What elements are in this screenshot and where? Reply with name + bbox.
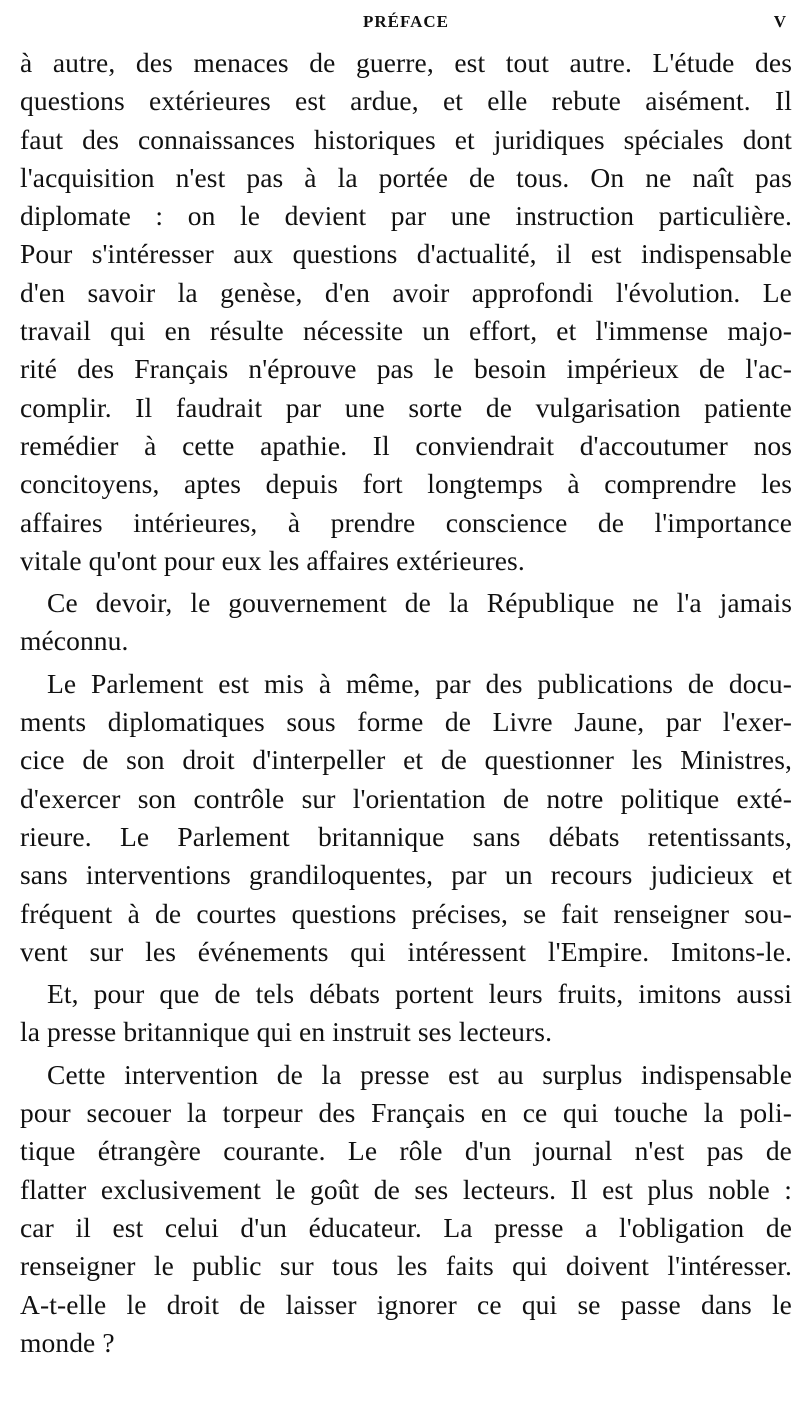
text-line: complir. Il faudrait par une sorte de vulgarisation patiente <box>20 391 792 423</box>
text-line: à autre, des menaces de guerre, est tout autre. L'étude des <box>20 47 792 78</box>
text-line: sans interventions grandiloquentes, par un recours judicieux et <box>20 859 792 891</box>
text-line: questions extérieures est ardue, et elle rebute aisément. Il <box>20 85 792 117</box>
text-line: remédier à cette apathie. Il conviendrait d'accoutumer nos <box>20 429 792 461</box>
text-line: affaires intérieures, à prendre conscience de l'importance <box>20 506 792 538</box>
text-line: la presse britannique qui en instruit ses lecteurs. <box>20 1016 553 1048</box>
text-line: fréquent à de courtes questions précises, se fait renseigner sou- <box>20 897 792 929</box>
text-line: monde ? <box>20 1326 115 1358</box>
text-line: concitoyens, aptes depuis fort longtemps à comprendre les <box>20 468 792 500</box>
text-line: pour secouer la torpeur des Français en ce qui touche la poli- <box>20 1097 792 1129</box>
running-head <box>20 8 792 38</box>
text-line: méconnu. <box>20 625 129 657</box>
text-line: A-t-elle le droit de laisser ignorer ce qui se passe dans le <box>20 1288 792 1320</box>
text-line: faut des connaissances historiques et juridiques spéciales dont <box>20 123 792 155</box>
text-line: l'acquisition n'est pas à la portée de tous. On ne naît pas <box>20 161 792 193</box>
text-line: renseigner le public sur tous les faits qui doivent l'intéresser. <box>20 1250 792 1282</box>
text-line: Pour s'intéresser aux questions d'actualité, il est indispensable <box>20 238 792 270</box>
text-line: Ce devoir, le gouvernement de la République ne l'a jamais <box>47 587 792 619</box>
text-line: Et, pour que de tels débats portent leurs fruits, imitons aussi <box>47 978 792 1010</box>
text-line: cice de son droit d'interpeller et de questionner les Ministres, <box>20 744 792 776</box>
text-line: Cette intervention de la presse est au surplus indispensable <box>47 1058 792 1090</box>
text-line: d'exercer son contrôle sur l'orientation de notre politique exté- <box>20 782 792 814</box>
text-line: ments diplomatiques sous forme de Livre Jaune, par l'exer- <box>20 706 792 738</box>
text-line: rité des Français n'éprouve pas le besoin impérieux de l'ac- <box>20 353 792 385</box>
text-line: Le Parlement est mis à même, par des publications de docu- <box>47 667 792 699</box>
page-number: V <box>773 12 786 31</box>
text-line: flatter exclusivement le goût de ses lecteurs. Il est plus noble : <box>20 1173 792 1205</box>
running-title: PRÉFACE <box>362 12 449 31</box>
text-line: vent sur les événements qui intéressent l'Empire. Imitons-le. <box>20 935 792 967</box>
text-line: car il est celui d'un éducateur. La presse a l'obligation de <box>20 1211 792 1243</box>
text-line: vitale qu'ont pour eux les affaires extérieures. <box>20 544 525 576</box>
text-line: diplomate : on le devient par une instruction particulière. <box>20 200 792 232</box>
text-line: d'en savoir la genèse, d'en avoir approfondi l'évolution. Le <box>20 276 792 308</box>
body-text <box>20 44 792 1362</box>
text-line: rieure. Le Parlement britannique sans débats retentissants, <box>20 820 792 852</box>
text-line: travail qui en résulte nécessite un effort, et l'immense majo- <box>20 315 792 347</box>
text-line: tique étrangère courante. Le rôle d'un journal n'est pas de <box>20 1135 792 1167</box>
